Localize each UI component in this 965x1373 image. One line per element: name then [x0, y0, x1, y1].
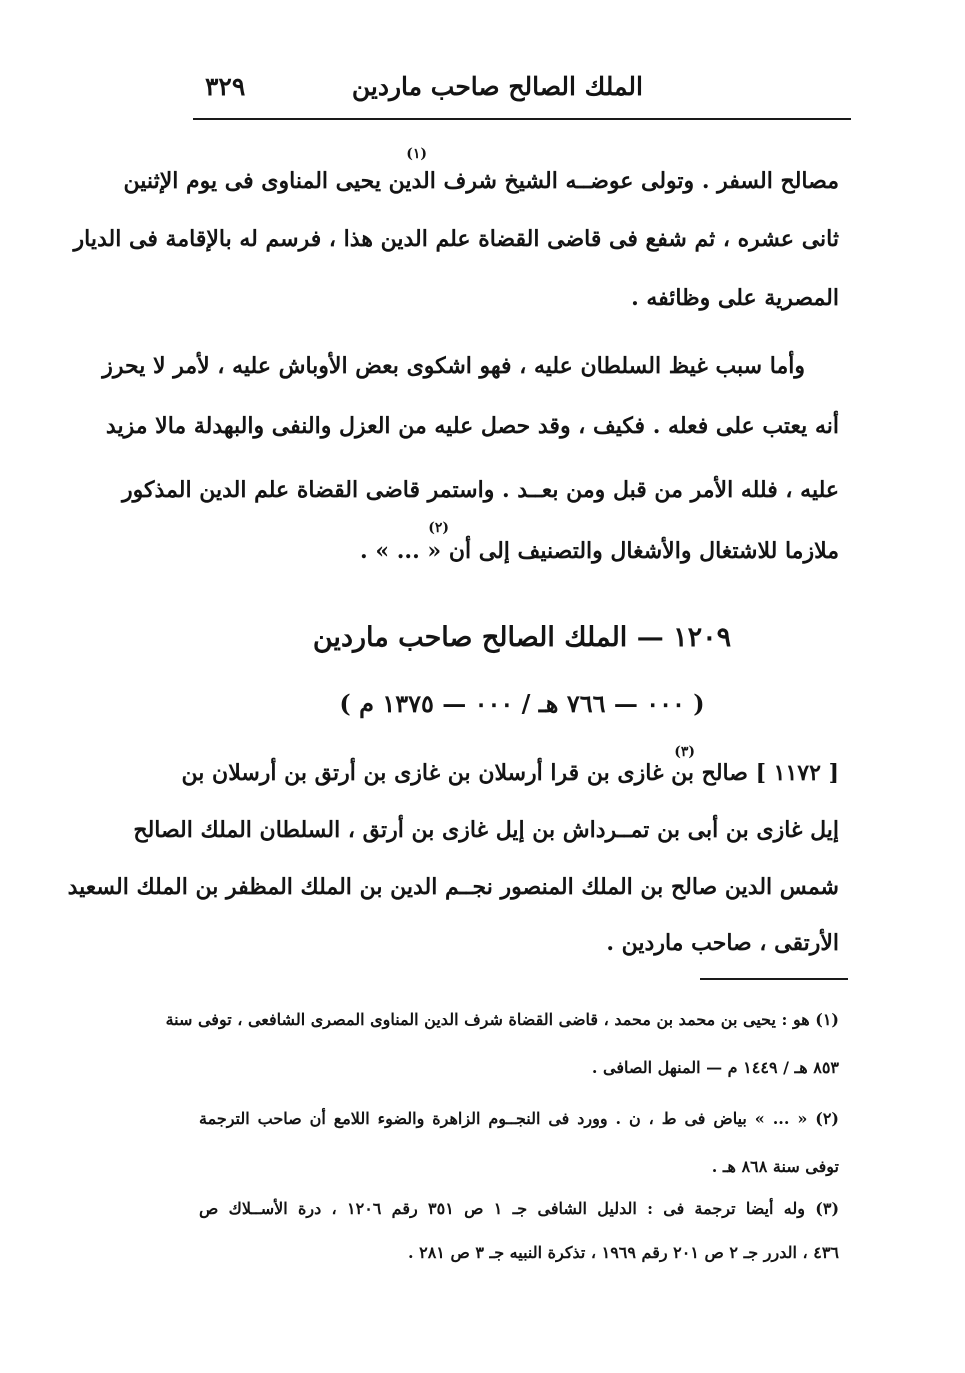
paragraph3-line4: الأرتقى ، صاحب ماردين . [606, 930, 839, 956]
footnote-marker-2: (٢) [428, 520, 449, 536]
paragraph3-line3: شمس الدين صالح بن الملك المنصور نجــم الدين بن الملك المظفر بن الملك السعيد [67, 874, 839, 900]
footnote-3-line1: (٣) وله أيضا ترجمة فى : الدليل الشافى جـ ١ ص ٣٥١ رقم ١٢٠٦ ، درة الأســلاك ص [199, 1199, 840, 1218]
paragraph1-line1: مصالح السفر . وتولى عوضــه الشيخ شرف الدين يحيى المناوى فى يوم الإثنين [123, 168, 839, 194]
paragraph3-line1: [ ١١٧٢ ] صالح بن غازى بن قرا أرسلان بن غازى بن أرتق بن أرسلان بن [181, 760, 839, 786]
paragraph2-line2: أنه يعتب على فعله . فكيف ، وقد حصل عليه من العزل والنفى والبهدلة مالا مزيد [105, 413, 839, 439]
paragraph1-line2: ثانى عشره ، ثم شفع فى قاضى القضاة علم الدين هذا ، فرسم له بالإقامة فى الديار [73, 226, 839, 252]
paragraph2-line3: عليه ، فلله الأمر من قبل ومن بعــد . واستمر قاضى القضاة علم الدين المذكور [122, 477, 839, 503]
entry-heading: ١٢٠٩ — الملك الصالح صاحب ماردين [312, 622, 732, 653]
running-header-title: الملك الصالح صاحب ماردين [351, 72, 643, 101]
header-rule [193, 118, 851, 120]
footnote-2-line2: توفى سنة ٨٦٨ هـ . [711, 1157, 839, 1176]
paragraph1-line3: المصرية على وظائفه . [631, 285, 839, 311]
footnote-3-line2: ٤٣٦ ، الدرر جـ ٢ ص ٢٠١ رقم ١٩٦٩ ، تذكرة النبيه جـ ٣ ص ٢٨١ . [407, 1243, 839, 1262]
footnote-1-line1: (١) هو : يحيى بن محمد بن محمد ، قاضى القضاة شرف الدين المناوى المصرى الشافعى ، توفى سنة [165, 1010, 839, 1029]
running-header [193, 70, 851, 114]
paragraph2-line1: وأما سبب غيظ السلطان عليه ، فهو اشكوى بعض الأوباش عليه ، لأمر لا يحرز [102, 353, 805, 379]
footnote-marker-3: (٣) [674, 744, 695, 760]
footnote-1-line2: ٨٥٣ هـ / ١٤٤٩ م — المنهل الصافى . [591, 1058, 839, 1077]
paragraph2-line4: ملازما للاشتغال والأشغال والتصنيف إلى أن « ... » . [360, 538, 839, 564]
footnote-2-line1: (٢) « ... » بياض فى ط ، ن . وورد فى النجــوم الزاهرة والضوء اللامع أن صاحب الترجمة [199, 1109, 839, 1128]
paragraph3-line2: إيل غازى بن أبى بن تمــرداش بن إيل غازى بن أرتق ، السلطان الملك الصالح [133, 817, 839, 843]
footnote-marker-1: (١) [406, 146, 427, 162]
footnote-rule [700, 978, 848, 980]
page-number: ٣٢٩ [205, 72, 246, 101]
entry-dates: ( ٠٠٠ — ٧٦٦ هـ / ٠٠٠ — ١٣٧٥ م ) [339, 689, 705, 718]
